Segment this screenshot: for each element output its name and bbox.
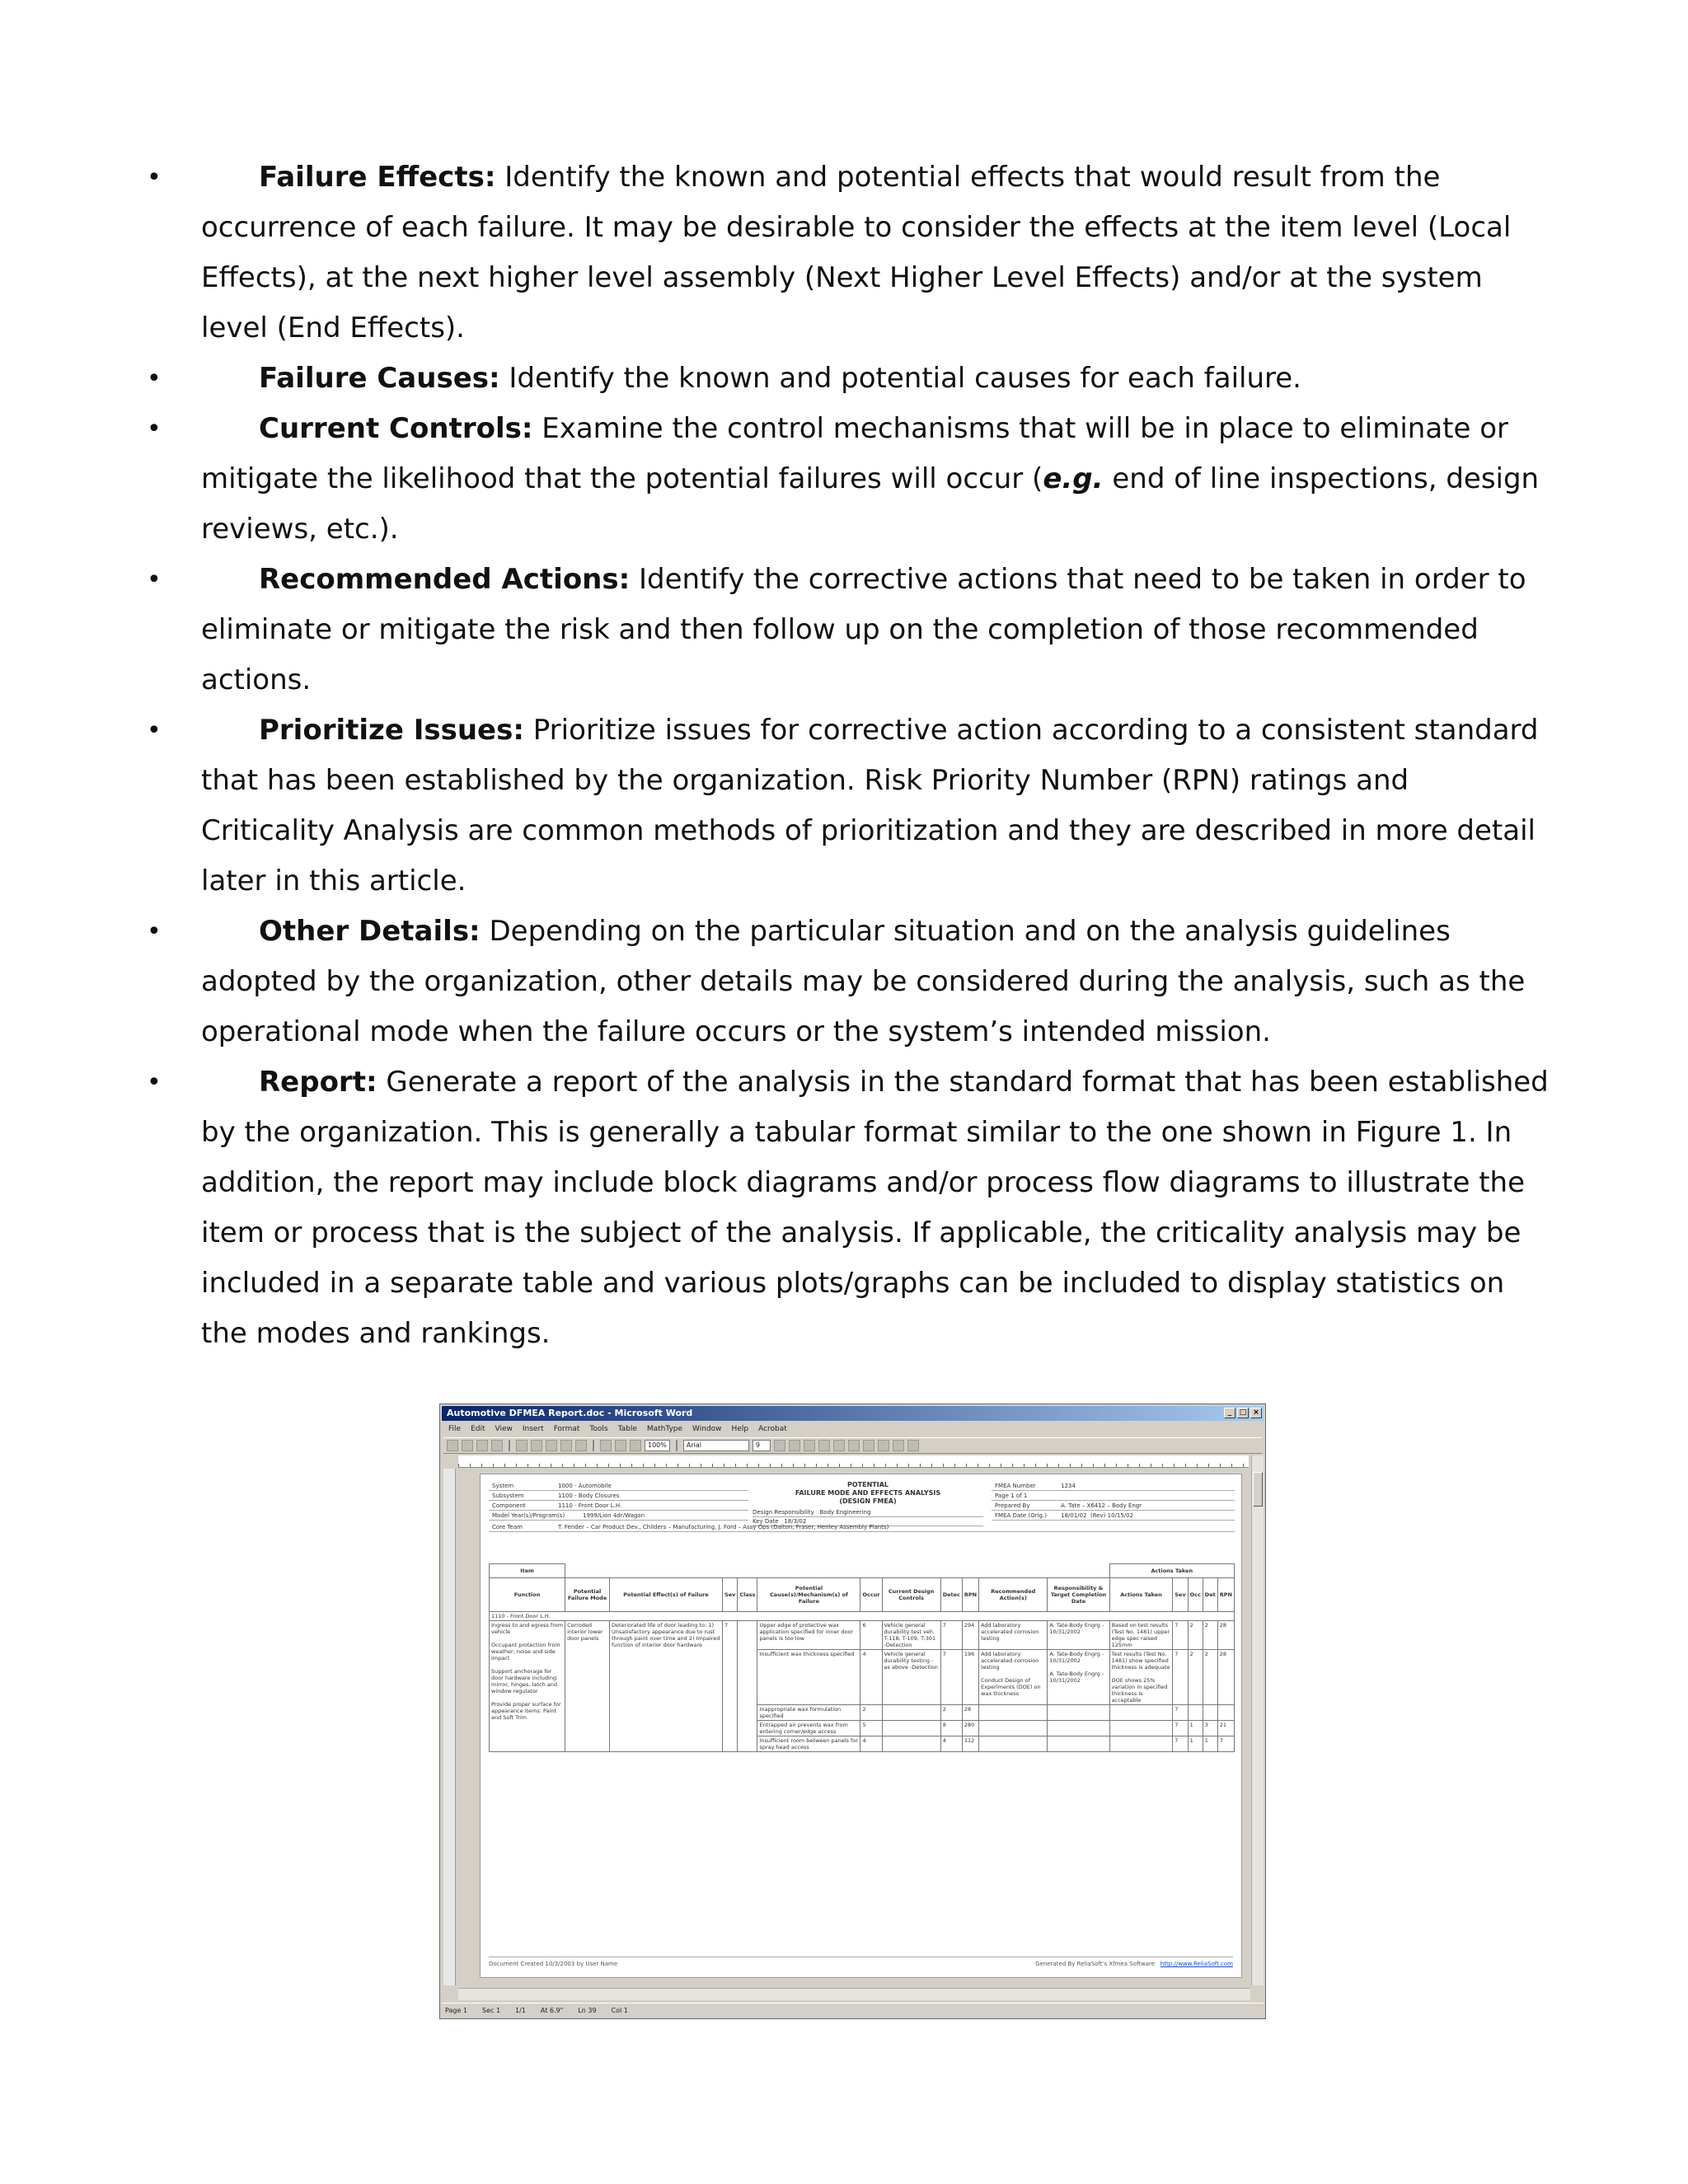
created-note: Document Created 10/3/2003 by User Name — [489, 1961, 618, 1967]
bullet-failure-effects — [148, 152, 1550, 354]
severity-cell: 7 — [723, 1621, 738, 1752]
new-detection-cell — [1203, 1705, 1217, 1721]
reliasoft-link[interactable]: http://www.ReliaSoft.com — [1160, 1961, 1233, 1967]
column-header: RPN — [962, 1578, 978, 1612]
bullet-list — [148, 152, 1550, 1359]
bullet-text: Identify the corrective actions that need to be taken in order to eliminate or mitigate the risk and then follow up on the completion of those recommended actions. — [201, 563, 1526, 696]
recommended-action-cell — [979, 1705, 1048, 1721]
minimize-icon[interactable]: _ — [1224, 1408, 1236, 1418]
highlight-icon[interactable] — [893, 1440, 904, 1451]
status-position: At 6.9" — [540, 2006, 564, 2014]
columns-icon[interactable] — [615, 1440, 626, 1451]
bullet-text: Examine the control mechanisms that will be in place to eliminate or mitigate the likelihood that the potential failures will occur ( — [201, 412, 1508, 495]
rpn-cell: 280 — [962, 1721, 978, 1736]
controls-cell — [882, 1736, 940, 1752]
prepared-by-label: Prepared By — [995, 1502, 1030, 1509]
column-header: Current Design Controls — [882, 1578, 940, 1612]
new-rpn-cell — [1217, 1705, 1234, 1721]
cut-icon[interactable] — [516, 1440, 528, 1451]
new-detection-cell: 2 — [1203, 1650, 1217, 1705]
bullet-text: Prioritize issues for corrective action according to a consistent standard that has been established by the organization. Risk Priority Number (RPN) ratings and Criticality Analysis are common methods of prioritization and they are described in more detail later in this article. — [201, 714, 1539, 898]
core-team-row — [489, 1522, 1235, 1532]
bullet-term: Prioritize Issues: — [259, 714, 524, 747]
bullet-text: Depending on the particular situation and on the analysis guidelines adopted by the organization, other details may be considered during the analysis, such as the operational mode when the failure occurs or the system’s intended mission. — [201, 915, 1526, 1048]
detection-cell: 8 — [940, 1721, 962, 1736]
occurrence-cell: 4 — [860, 1736, 882, 1752]
menu-item-mathtype[interactable]: MathType — [646, 1425, 683, 1433]
system-label: System — [492, 1482, 514, 1489]
column-header: Potential Cause(s)/Mechanism(s) of Failure — [757, 1578, 860, 1612]
core-team-label: Core Team — [492, 1523, 523, 1530]
column-header: Occ — [1188, 1578, 1203, 1612]
column-header: Actions Taken — [1109, 1578, 1173, 1612]
rev-value: 10/15/02 — [1107, 1511, 1134, 1519]
column-header: Sev — [1173, 1578, 1188, 1612]
save-icon[interactable] — [476, 1440, 488, 1451]
item-group-header: Item — [490, 1564, 565, 1578]
italic-icon[interactable] — [789, 1440, 800, 1451]
model-year-label: Model Year(s)/Program(s) — [492, 1511, 565, 1519]
menu-item-acrobat[interactable]: Acrobat — [758, 1425, 787, 1433]
report-footer — [489, 1957, 1233, 1967]
design-resp-label: Design Responsibility — [753, 1509, 814, 1516]
rpn-cell: 196 — [962, 1650, 978, 1705]
column-header: Sev — [723, 1578, 738, 1612]
fmea-body — [490, 1612, 1235, 1752]
detection-cell: 7 — [940, 1621, 962, 1650]
rpn-cell: 28 — [962, 1705, 978, 1721]
fmea-header — [489, 1481, 1235, 1547]
bullet-text: Generate a report of the analysis in the standard format that has been established by the organization. This is generally a tabular format similar to the one shown in Figure 1. In addition, the report may include block diagrams and/or process flow diagrams to illustrate the item or process that is the subject of the analysis. If applicable, the criticality analysis may be included in a separate table and various plots/graphs can be included to display statistics on the modes and rankings. — [201, 1066, 1549, 1350]
fmea-title-line: POTENTIAL — [846, 1481, 889, 1488]
status-bar — [442, 2003, 1264, 2017]
key-date-value: 18/3/02 — [784, 1518, 807, 1525]
indent-icon[interactable] — [878, 1440, 889, 1451]
prepared-by-row — [992, 1501, 1235, 1511]
bullet-dot: • — [147, 716, 162, 745]
bullet-term: Other Details: — [259, 915, 481, 948]
horizontal-scrollbar[interactable] — [458, 1988, 1250, 2000]
vertical-ruler[interactable] — [443, 1469, 456, 1985]
toolbar-separator — [509, 1440, 510, 1451]
actions-taken-cell: Based on test results (Test No. 1481) upper edge spec raised 125mm — [1109, 1621, 1173, 1650]
fmea-number-value: 1234 — [1061, 1482, 1076, 1489]
bullet-dot: • — [147, 163, 162, 192]
bullet-dot: • — [147, 364, 162, 393]
horizontal-ruler[interactable] — [458, 1455, 1249, 1468]
cause-cell: Insufficient room between panels for spray head access — [757, 1736, 860, 1752]
responsibility-cell — [1048, 1721, 1109, 1736]
window-controls — [1224, 1408, 1262, 1418]
actions-taken-cell — [1109, 1705, 1173, 1721]
table-icon[interactable] — [600, 1440, 612, 1451]
column-header: Detec — [940, 1578, 962, 1612]
menu-item-table[interactable]: Table — [617, 1425, 637, 1433]
status-section: Sec 1 — [482, 2006, 501, 2014]
recommended-action-cell: Add laboratory accelerated corrosion testing — [979, 1621, 1048, 1650]
actions-taken-cell — [1109, 1736, 1173, 1752]
fmea-date-row — [992, 1511, 1235, 1521]
menu-item-format[interactable]: Format — [553, 1425, 580, 1433]
new-severity-cell: 7 — [1173, 1705, 1188, 1721]
new-detection-cell: 2 — [1203, 1621, 1217, 1650]
menu-item-insert[interactable]: Insert — [522, 1425, 544, 1433]
rpn-cell: 294 — [962, 1621, 978, 1650]
window-titlebar — [442, 1406, 1264, 1421]
bullet-dot: • — [147, 917, 162, 946]
page-row — [992, 1491, 1235, 1501]
fmea-report-page — [480, 1474, 1242, 1978]
table-row — [490, 1621, 1235, 1650]
menu-item-file[interactable]: File — [448, 1425, 462, 1433]
group-header-row — [490, 1564, 1235, 1578]
paste-icon[interactable] — [546, 1440, 557, 1451]
occurrence-cell: 2 — [860, 1705, 882, 1721]
column-header: Potential Effect(s) of Failure — [610, 1578, 723, 1612]
occurrence-cell: 4 — [860, 1650, 882, 1705]
cause-cell: Upper edge of protective wax application specified for inner door panels is too low — [757, 1621, 860, 1650]
system-value: 1000 - Automobile — [558, 1482, 612, 1489]
bullet-dot: • — [147, 415, 162, 443]
bullet-term: Failure Effects: — [259, 161, 496, 194]
print-icon[interactable] — [491, 1440, 503, 1451]
recommended-action-cell — [979, 1736, 1048, 1752]
new-rpn-cell: 28 — [1217, 1621, 1234, 1650]
new-rpn-cell: 28 — [1217, 1650, 1234, 1705]
subsystem-label: Subsystem — [492, 1492, 524, 1499]
menu-item-edit[interactable]: Edit — [471, 1425, 485, 1433]
model-year-value: 1999/Lion 4dr/Wagon — [583, 1511, 645, 1519]
new-occurrence-cell: 2 — [1188, 1621, 1203, 1650]
column-header-row — [490, 1578, 1235, 1612]
component-label: Component — [492, 1502, 526, 1509]
generated-note: Generated By ReliaSoft's Xfmea Software — [1035, 1961, 1156, 1967]
controls-cell: Vehicle general durability testing - as above -Detection — [882, 1650, 940, 1705]
drawing-icon[interactable] — [630, 1440, 641, 1451]
responsibility-cell — [1048, 1705, 1109, 1721]
column-header: Class — [738, 1578, 757, 1612]
new-icon[interactable] — [447, 1440, 458, 1451]
bullet-recommended-actions — [148, 555, 1550, 705]
bullet-term: Failure Causes: — [259, 362, 500, 395]
recommended-action-cell: Add laboratory accelerated corrosion testing Conduct Design of Experiments (DOE) on wax thickness — [979, 1650, 1048, 1705]
failure-mode-cell: Corroded interior lower door panels — [565, 1621, 610, 1752]
detection-cell: 7 — [940, 1650, 962, 1705]
bullet-prioritize-issues — [148, 705, 1550, 907]
subsystem-value: 1100 - Body Closures — [558, 1492, 620, 1499]
actions-taken-group-header: Actions Taken — [1109, 1564, 1234, 1578]
font-select[interactable]: Arial — [683, 1440, 749, 1451]
scroll-thumb[interactable] — [1253, 1472, 1263, 1507]
section-row — [490, 1612, 1235, 1621]
model-year-row — [489, 1511, 748, 1521]
redo-icon[interactable] — [575, 1440, 587, 1451]
figure-word-window — [439, 1404, 1266, 2019]
detection-cell: 2 — [940, 1705, 962, 1721]
open-icon[interactable] — [462, 1440, 473, 1451]
bullet-term: Recommended Actions: — [259, 563, 631, 596]
menu-item-window[interactable]: Window — [692, 1425, 722, 1433]
cause-cell: Insufficient wax thickness specified — [757, 1650, 860, 1705]
recommended-action-cell — [979, 1721, 1048, 1736]
window-title: Automotive DFMEA Report.doc - Microsoft Word — [447, 1408, 693, 1418]
occurrence-cell: 5 — [860, 1721, 882, 1736]
vertical-scrollbar[interactable] — [1251, 1455, 1264, 1985]
column-header: Function — [490, 1578, 565, 1612]
system-row — [489, 1481, 748, 1491]
column-header: Occur — [860, 1578, 882, 1612]
bullet-emphasis: e.g. — [1043, 462, 1104, 495]
key-date-label: Key Date — [753, 1518, 779, 1525]
core-team-value: T. Fender – Car Product Dev., Childers – Manufacturing, J. Ford – Assy Ops (Dalton, Fraser, Henley Assembly Plants) — [558, 1523, 889, 1530]
bullet-text: end of line inspections, design reviews, etc.). — [201, 462, 1540, 546]
actions-taken-cell — [1109, 1721, 1173, 1736]
design-resp-row — [753, 1508, 983, 1517]
new-severity-cell: 7 — [1173, 1736, 1188, 1752]
subsystem-row — [489, 1491, 748, 1501]
new-severity-cell: 7 — [1173, 1650, 1188, 1705]
actions-taken-cell: Test results (Test No. 1481) show specified thickness is adequate DOE shows 25% variation in specified thickness is acceptable — [1109, 1650, 1173, 1705]
menu-bar — [443, 1422, 1262, 1436]
new-severity-cell: 7 — [1173, 1721, 1188, 1736]
copy-icon[interactable] — [531, 1440, 542, 1451]
column-header: Responsibility & Target Completion Date — [1048, 1578, 1109, 1612]
controls-cell: Vehicle general durability test veh. T-118, T-109, T-301 -Detection — [882, 1621, 940, 1650]
component-row — [489, 1501, 748, 1511]
fmea-title-line: FAILURE MODE AND EFFECTS ANALYSIS — [795, 1489, 941, 1497]
fmea-header-right — [992, 1481, 1235, 1521]
bullet-text: Identify the known and potential effects that would result from the occurrence of each failure. It may be desirable to consider the effects at the item level (Local Effects), at the next higher level assembly (Next Higher Level Effects) and/or at the system level (End Effects). — [201, 161, 1512, 344]
bullet-current-controls — [148, 404, 1550, 555]
column-header: Det — [1203, 1578, 1217, 1612]
new-detection-cell: 1 — [1203, 1736, 1217, 1752]
page-of: Page 1 of 1 — [995, 1492, 1028, 1499]
fmea-date-label: FMEA Date (Orig.) — [995, 1511, 1047, 1519]
fmea-number-label: FMEA Number — [995, 1482, 1036, 1489]
component-value: 1110 - Front Door L.H. — [558, 1502, 622, 1509]
bold-icon[interactable] — [774, 1440, 785, 1451]
new-severity-cell: 7 — [1173, 1621, 1188, 1650]
status-page: Page 1 — [445, 2006, 467, 2014]
responsibility-cell: A. Tate-Body Engrg - 10/31/2002 A. Tate-Body Engrg - 10/31/2002 — [1048, 1650, 1109, 1705]
font-size-select[interactable]: 9 — [753, 1440, 771, 1451]
class-cell — [738, 1621, 757, 1752]
fmea-header-left — [489, 1481, 748, 1521]
toolbar-separator — [676, 1440, 678, 1451]
fmea-date-value: 18/01/02 — [1061, 1511, 1087, 1519]
bullets-icon[interactable] — [863, 1440, 874, 1451]
zoom-select[interactable]: 100% — [645, 1440, 670, 1451]
bullet-term: Current Controls: — [259, 412, 533, 445]
fmea-number-row — [992, 1481, 1235, 1491]
status-pages: 1/1 — [515, 2006, 526, 2014]
new-occurrence-cell — [1188, 1705, 1203, 1721]
status-column: Col 1 — [611, 2006, 628, 2014]
prepared-by-value: A. Tate – X6412 – Body Engr — [1061, 1502, 1142, 1509]
maximize-icon[interactable]: □ — [1237, 1408, 1249, 1418]
numbering-icon[interactable] — [848, 1440, 860, 1451]
cause-cell: Entrapped air prevents wax from entering corner/edge access — [757, 1721, 860, 1736]
new-occurrence-cell: 1 — [1188, 1721, 1203, 1736]
detection-cell: 4 — [940, 1736, 962, 1752]
toolbar — [443, 1437, 1262, 1454]
toolbar-separator — [593, 1440, 594, 1451]
menu-item-view[interactable]: View — [495, 1425, 513, 1433]
rev-label: (Rev) — [1090, 1511, 1106, 1519]
fmea-title-line: (DESIGN FMEA) — [839, 1497, 897, 1505]
close-icon[interactable]: × — [1250, 1408, 1262, 1418]
column-header: Potential Failure Mode — [565, 1578, 610, 1612]
column-header: Recommended Action(s) — [979, 1578, 1048, 1612]
effects-cell: Deteriorated life of door leading to: 1) Unsatisfactory appearance due to rust through paint over time and 2) Impaired function of interior door hardware — [610, 1621, 723, 1752]
fmea-table — [489, 1563, 1235, 1752]
occurrence-cell: 6 — [860, 1621, 882, 1650]
bullet-report — [148, 1057, 1550, 1359]
responsibility-cell — [1048, 1736, 1109, 1752]
cause-cell: Inappropriate wax formulation specified — [757, 1705, 860, 1721]
rpn-cell: 112 — [962, 1736, 978, 1752]
new-detection-cell: 3 — [1203, 1721, 1217, 1736]
font-color-icon[interactable] — [907, 1440, 919, 1451]
bullet-other-details — [148, 907, 1550, 1057]
function-cell: Ingress to and egress from vehicle Occupant protection from weather, noise and side impact Support anchorage for door hardware including mirror, hinges, latch and window regulator Provide proper surface for appearance items: Paint and Soft Trim — [490, 1621, 565, 1752]
new-rpn-cell: 21 — [1217, 1721, 1234, 1736]
menu-item-tools[interactable]: Tools — [589, 1425, 608, 1433]
design-resp-value: Body Engineering — [819, 1509, 871, 1516]
new-rpn-cell: 7 — [1217, 1736, 1234, 1752]
align-left-icon[interactable] — [804, 1440, 815, 1451]
undo-icon[interactable] — [560, 1440, 572, 1451]
blank-group-header — [565, 1564, 1109, 1578]
fmea-title — [753, 1481, 983, 1526]
bullet-dot: • — [147, 1068, 162, 1097]
controls-cell — [882, 1705, 940, 1721]
responsibility-cell: A. Tate-Body Engrg - 10/31/2002 — [1048, 1621, 1109, 1650]
column-header: RPN — [1217, 1578, 1234, 1612]
align-center-icon[interactable] — [818, 1440, 830, 1451]
bullet-failure-causes — [148, 354, 1550, 404]
bullet-term: Report: — [259, 1066, 377, 1099]
section-label: 1110 - Front Door L.H. — [490, 1612, 1235, 1621]
controls-cell — [882, 1721, 940, 1736]
status-line: Ln 39 — [578, 2006, 597, 2014]
bullet-text: Identify the known and potential causes for each failure. — [499, 362, 1301, 395]
menu-item-help[interactable]: Help — [731, 1425, 749, 1433]
new-occurrence-cell: 2 — [1188, 1650, 1203, 1705]
bullet-dot: • — [147, 565, 162, 594]
new-occurrence-cell: 1 — [1188, 1736, 1203, 1752]
align-right-icon[interactable] — [833, 1440, 845, 1451]
